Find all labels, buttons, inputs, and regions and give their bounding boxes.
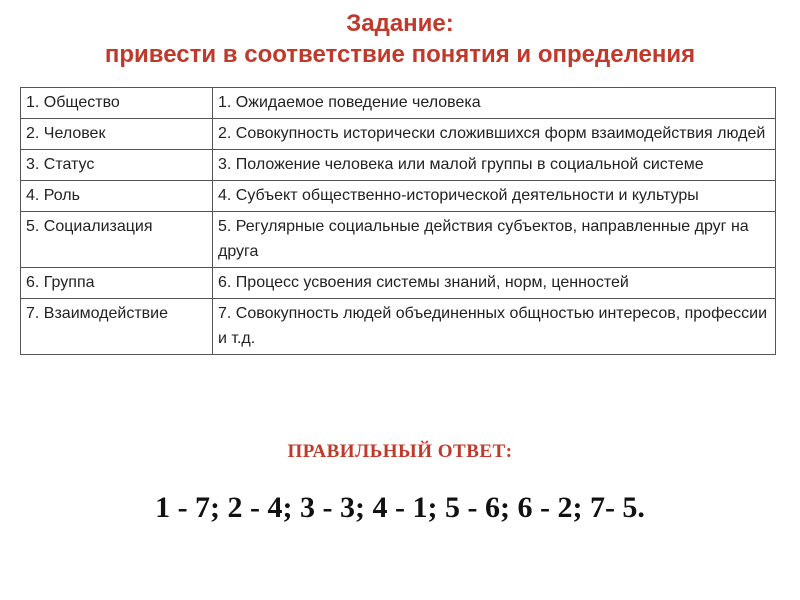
concept-cell: 5. Социализация — [21, 212, 213, 268]
answer-text: 1 - 7; 2 - 4; 3 - 3; 4 - 1; 5 - 6; 6 - 2; 7- 5. — [155, 491, 645, 524]
definition-cell: 3. Положение человека или малой группы в социальной системе — [213, 150, 776, 181]
answer-heading: ПРАВИЛЬНЫЙ ОТВЕТ: — [287, 441, 513, 462]
title-line-instruction: привести в соответствие понятия и определения — [104, 41, 696, 68]
table-row — [21, 88, 776, 119]
definition-cell: 6. Процесс усвоения системы знаний, норм, ценностей — [213, 268, 776, 299]
definition-cell: 1. Ожидаемое поведение человека — [213, 88, 776, 119]
table-row — [21, 181, 776, 212]
definition-cell: 2. Совокупность исторически сложившихся форм взаимодействия людей — [213, 119, 776, 150]
definition-cell: 7. Совокупность людей объединенных общностью интересов, профессии и т.д. — [213, 299, 776, 355]
concept-cell: 1. Общество — [21, 88, 213, 119]
definition-cell: 4. Субъект общественно-исторической деятельности и культуры — [213, 181, 776, 212]
table-row — [21, 212, 776, 268]
matching-table — [20, 87, 776, 355]
concept-cell: 4. Роль — [21, 181, 213, 212]
table-row — [21, 299, 776, 355]
definition-cell: 5. Регулярные социальные действия субъектов, направленные друг на друга — [213, 212, 776, 268]
page-title — [0, 8, 800, 70]
table-row — [21, 150, 776, 181]
title-line-task: Задание: — [346, 10, 454, 37]
concept-cell: 7. Взаимодействие — [21, 299, 213, 355]
table-row — [21, 119, 776, 150]
concept-cell: 6. Группа — [21, 268, 213, 299]
table-row — [21, 268, 776, 299]
concept-cell: 2. Человек — [21, 119, 213, 150]
concept-cell: 3. Статус — [21, 150, 213, 181]
